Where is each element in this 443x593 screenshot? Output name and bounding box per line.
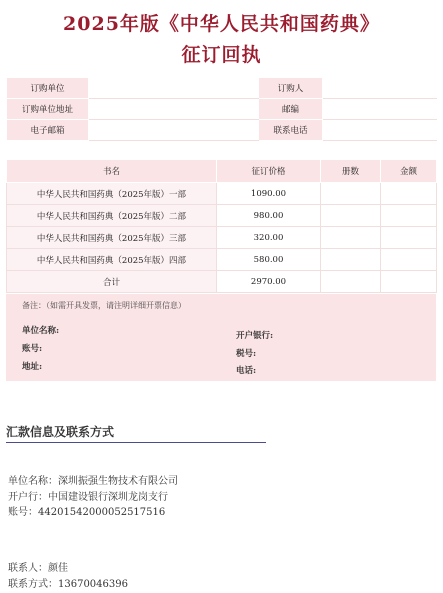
order-info-table	[6, 77, 437, 141]
email-label: 电子邮箱	[7, 120, 89, 141]
unit-label: 订购单位	[7, 78, 89, 99]
amount-cell[interactable]	[381, 183, 437, 205]
book-price: 980.00	[217, 205, 321, 227]
col-header-amount: 金额	[381, 160, 437, 183]
total-row	[7, 271, 437, 293]
qty-cell[interactable]	[321, 249, 381, 271]
invoice-unit-name-label: 单位名称:	[22, 326, 60, 336]
invoice-bank-label: 开户银行:	[236, 331, 274, 341]
unit-field[interactable]	[89, 78, 259, 99]
buyer-field[interactable]	[323, 78, 437, 99]
remittance-title: 汇款信息及联系方式	[6, 425, 115, 439]
invoice-note: 备注：（如需开具发票，请注明详细开票信息）	[22, 301, 186, 310]
page-title: 2025年版《中华人民共和国药典》	[63, 13, 380, 35]
page-subtitle: 征订回执	[181, 44, 262, 66]
buyer-label: 订购人	[259, 78, 323, 99]
amount-cell[interactable]	[381, 249, 437, 271]
total-price: 2970.00	[217, 271, 321, 293]
remit-bank: 开户行：中国建设银行深圳龙岗支行	[8, 492, 168, 503]
address-label: 订购单位地址	[7, 99, 89, 120]
book-price: 1090.00	[217, 183, 321, 205]
table-row	[7, 183, 437, 205]
book-name: 中华人民共和国药典（2025年版）二部	[7, 205, 217, 227]
phone-label: 联系电话	[259, 120, 323, 141]
invoice-account-label: 账号:	[22, 344, 43, 354]
total-amount-cell[interactable]	[381, 271, 437, 293]
col-header-title: 书名	[7, 160, 217, 183]
phone-field[interactable]	[323, 120, 437, 141]
zip-field[interactable]	[323, 99, 437, 120]
book-name: 中华人民共和国药典（2025年版）四部	[7, 249, 217, 271]
remit-company: 单位名称：深圳振强生物技术有限公司	[8, 476, 178, 487]
invoice-info-box	[6, 294, 436, 381]
invoice-address-label: 地址:	[22, 362, 43, 372]
qty-cell[interactable]	[321, 227, 381, 249]
total-label: 合计	[7, 271, 217, 293]
remit-account: 账号：44201542000052517516	[8, 507, 166, 518]
invoice-tax-label: 税号:	[236, 349, 257, 359]
qty-cell[interactable]	[321, 205, 381, 227]
book-price: 320.00	[217, 227, 321, 249]
book-name: 中华人民共和国药典（2025年版）三部	[7, 227, 217, 249]
col-header-qty: 册数	[321, 160, 381, 183]
amount-cell[interactable]	[381, 227, 437, 249]
section-divider	[6, 442, 266, 443]
book-price: 580.00	[217, 249, 321, 271]
items-table	[6, 159, 437, 293]
total-qty-cell[interactable]	[321, 271, 381, 293]
remit-contact-phone: 联系方式：13670046396	[8, 579, 128, 590]
table-row	[7, 205, 437, 227]
zip-label: 邮编	[259, 99, 323, 120]
qty-cell[interactable]	[321, 183, 381, 205]
book-name: 中华人民共和国药典（2025年版）一部	[7, 183, 217, 205]
email-field[interactable]	[89, 120, 259, 141]
amount-cell[interactable]	[381, 205, 437, 227]
address-field[interactable]	[89, 99, 259, 120]
table-row	[7, 249, 437, 271]
remit-contact: 联系人：颜佳	[8, 563, 68, 574]
invoice-phone-label: 电话:	[236, 366, 257, 376]
col-header-price: 征订价格	[217, 160, 321, 183]
table-row	[7, 227, 437, 249]
